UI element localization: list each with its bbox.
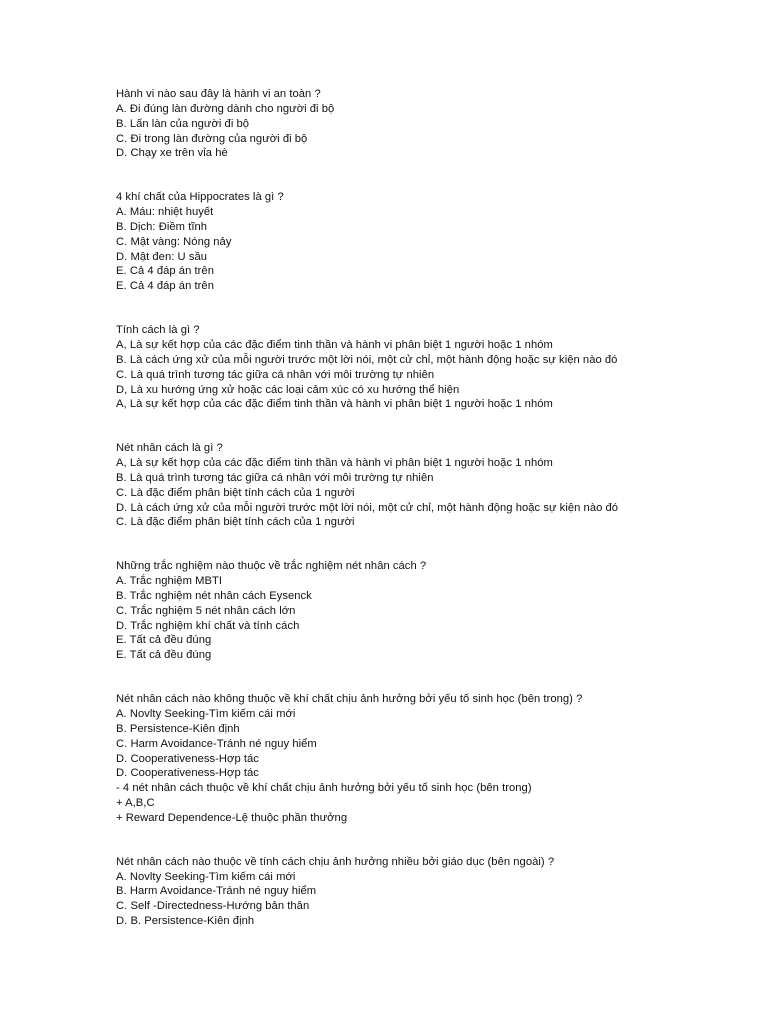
question-block [116,692,736,826]
answer-line: B. Là cách ứng xử của mỗi người trước một lời nói, một cử chỉ, một hành động hoặc sự kiện nào đó [116,353,618,366]
question-text: 4 khí chất của Hippocrates là gì ? [116,191,284,204]
answer-line: B. Harm Avoidance-Tránh né nguy hiểm [116,885,317,898]
answer-line: D. Chạy xe trên vỉa hè [116,147,228,160]
answer-line: B. Lấn làn của người đi bộ [116,117,250,130]
question-block [116,87,736,161]
answer-line: C. Là đặc điểm phân biệt tính cách của 1 người [116,516,355,529]
answer-line: C. Self -Directedness-Hướng bản thân [116,900,310,913]
answer-line: D. B. Persistence-Kiên định [116,915,255,928]
question-text: Nét nhân cách nào thuộc về tính cách chịu ảnh hưởng nhiều bởi giáo dục (bên ngoài) ? [116,855,555,868]
answer-line: E. Tất cả đều đúng [116,634,212,647]
answer-line: E. Cả 4 đáp án trên [116,280,214,293]
answer-line: B. Dịch: Điềm tĩnh [116,220,208,233]
question-text: Tính cách là gì ? [116,324,200,337]
answer-line: - 4 nét nhân cách thuộc về khí chất chịu ảnh hưởng bởi yếu tố sinh học (bên trong) [116,782,532,795]
question-block [116,855,736,929]
answer-line: C. Mật vàng: Nóng nảy [116,235,232,248]
answer-line: E. Tất cả đều đúng [116,649,212,662]
answer-line: B. Persistence-Kiên định [116,722,240,735]
question-text: Nét nhân cách nào không thuộc về khí chất chịu ảnh hưởng bởi yếu tố sinh học (bên trong) ? [116,693,583,706]
answer-line: A. Trắc nghiệm MBTI [116,575,223,588]
question-text: Những trắc nghiệm nào thuộc về trắc nghiệm nét nhân cách ? [116,560,427,573]
answer-line: B. Là quá trình tương tác giữa cá nhân với môi trường tự nhiên [116,471,434,484]
answer-line: A. Novlty Seeking-Tìm kiếm cái mới [116,870,296,883]
question-text: Hành vi nào sau đây là hành vi an toàn ? [116,88,321,100]
answer-line: E. Cả 4 đáp án trên [116,265,214,278]
answer-line: A. Máu: nhiệt huyết [116,206,214,219]
answer-line: + A,B,C [116,797,155,810]
answer-line: D. Là cách ứng xử của mỗi người trước một lời nói, một cử chỉ, một hành động hoặc sự kiện nào đó [116,501,619,514]
answer-line: D. Mật đen: U sầu [116,250,208,263]
answer-line: A. Đi đúng làn đường dành cho người đi bộ [116,102,335,115]
answer-line: C. Là đặc điểm phân biệt tính cách của 1 người [116,486,355,499]
answer-line: C. Là quá trình tương tác giữa cá nhân với môi trường tự nhiên [116,368,435,381]
answer-line: + Reward Dependence-Lệ thuộc phần thưởng [116,811,348,824]
answer-line: C. Harm Avoidance-Tránh né nguy hiểm [116,737,317,750]
question-block [116,559,736,663]
answer-line: C. Trắc nghiệm 5 nét nhân cách lớn [116,604,296,617]
document-body [116,87,736,929]
answer-line: D. Cooperativeness-Hợp tác [116,752,259,765]
answer-line: A. Novlty Seeking-Tìm kiếm cái mới [116,708,296,720]
question-text: Nét nhân cách là gì ? [116,442,223,455]
answer-line: D, Là xu hướng ứng xử hoặc các loại cảm xúc có xu hướng thể hiện [116,383,460,396]
answer-line: D. Trắc nghiệm khí chất và tính cách [116,619,300,632]
answer-line: A, Là sự kết hợp của các đặc điểm tinh thần và hành vi phân biệt 1 người hoặc 1 nhóm [116,457,553,470]
answer-line: B. Trắc nghiệm nét nhân cách Eysenck [116,589,312,602]
question-block [116,323,736,412]
question-block [116,441,736,530]
answer-line: D. Cooperativeness-Hợp tác [116,767,259,780]
question-block [116,190,736,294]
answer-line: A, Là sự kết hợp của các đặc điểm tinh thần và hành vi phân biệt 1 người hoặc 1 nhóm [116,398,553,411]
answer-line: C. Đi trong làn đường của người đi bộ [116,132,308,145]
answer-line: A, Là sự kết hợp của các đặc điểm tinh thần và hành vi phân biệt 1 người hoặc 1 nhóm [116,338,553,351]
